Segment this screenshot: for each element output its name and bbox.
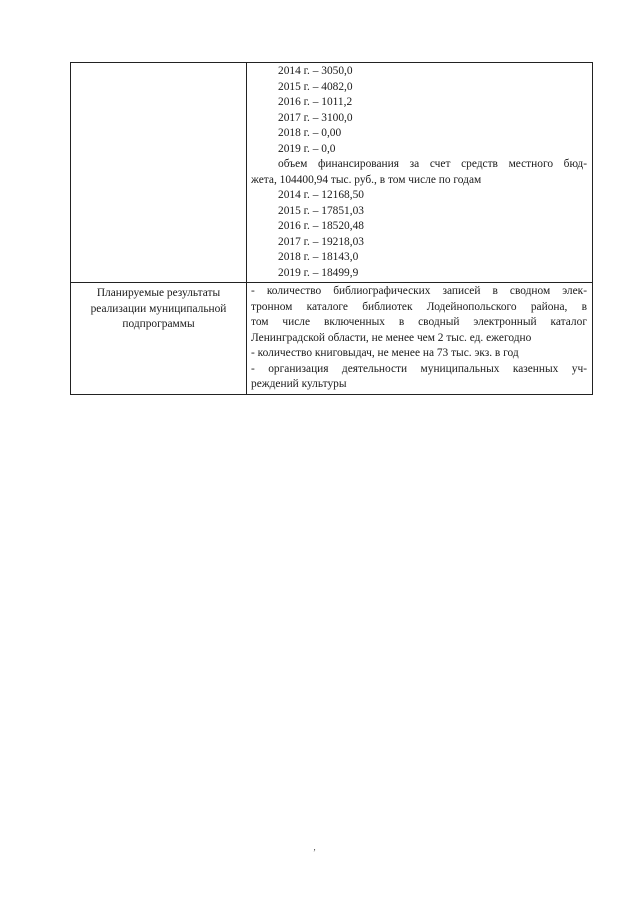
page-footer-mark: ‚	[313, 842, 316, 852]
row1-right-cell	[247, 63, 593, 283]
funding-year-line: 2018 г. – 0,00	[278, 127, 342, 139]
result-text-line: - количество библиографических записей в сводном элек-	[251, 285, 587, 297]
local-budget-paragraph-line1: объем финансирования за счет средств местного бюд-	[278, 158, 587, 170]
funding-table	[70, 62, 593, 395]
funding-year-line: 2015 г. – 4082,0	[278, 80, 353, 93]
result-text-line: - организация деятельности муниципальных казенных уч-	[251, 362, 587, 375]
local-budget-paragraph-line2: жета, 104400,94 тыс. руб., в том числе по годам	[251, 173, 482, 186]
result-text-line: том числе включенных в сводный электронный каталог	[251, 316, 587, 328]
funding-year-line: 2017 г. – 3100,0	[278, 111, 353, 124]
row2-left-cell	[71, 283, 247, 395]
row1-left-cell	[71, 63, 247, 283]
result-text-line: реждений культуры	[251, 378, 347, 390]
funding-year-line: 2014 г. – 3050,0	[278, 65, 353, 77]
funding-year-line: 2019 г. – 0,0	[278, 142, 336, 155]
local-budget-year-line: 2017 г. – 19218,03	[278, 235, 364, 248]
local-budget-year-line: 2014 г. – 12168,50	[278, 189, 364, 201]
results-heading-line: реализации муниципальной	[90, 302, 227, 315]
funding-year-line: 2016 г. – 1011,2	[278, 96, 353, 108]
row2-right-cell	[247, 283, 593, 395]
local-budget-year-line: 2016 г. – 18520,48	[278, 220, 364, 232]
table-row-results	[71, 283, 593, 395]
results-heading-line: подпрограммы	[122, 318, 195, 330]
table-row-funding	[71, 63, 593, 283]
result-text-line: тронном каталоге библиотек Лодейнопольского района, в	[251, 300, 587, 313]
result-text-line: - количество книговыдач, не менее на 73 тыс. экз. в год	[251, 347, 519, 359]
local-budget-year-line: 2018 г. – 18143,0	[278, 251, 359, 263]
local-budget-year-line: 2019 г. – 18499,9	[278, 266, 359, 279]
result-text-line: Ленинградской области, не менее чем 2 тыс. ед. ежегодно	[251, 331, 532, 344]
results-heading-line: Планируемые результаты	[96, 287, 221, 299]
local-budget-year-line: 2015 г. – 17851,03	[278, 204, 364, 217]
